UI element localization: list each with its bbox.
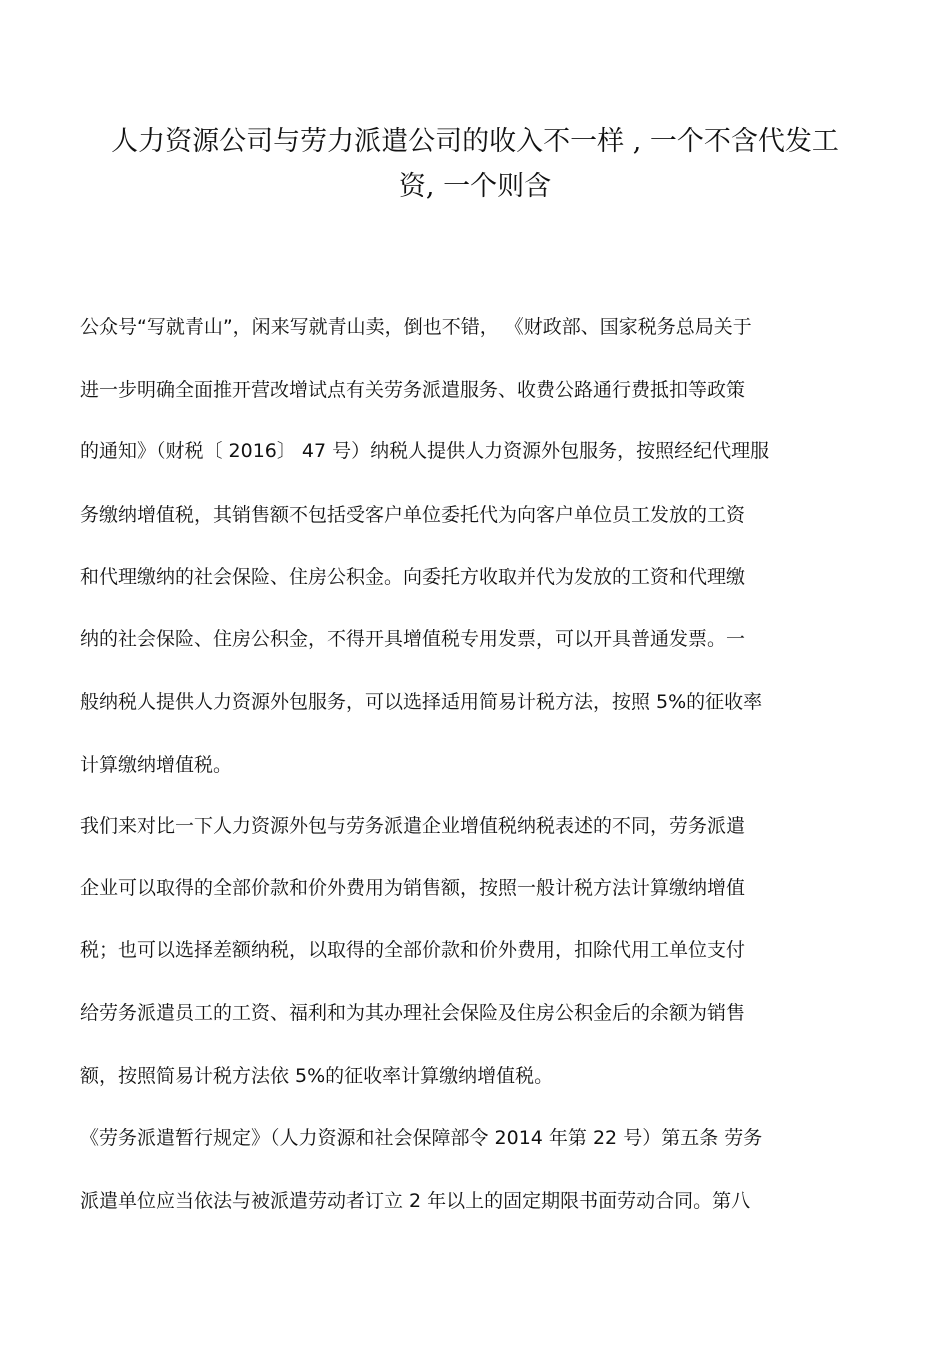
paragraph-line-13: 额，按照简易计税方法依 5%的征收率计算缴纳增值税。 (80, 1065, 554, 1087)
document-title-line-1: 人力资源公司与劳力派遣公司的收入不一样 , 一个不含代发工 (111, 126, 839, 157)
document-title-line-2: 资, 一个则含 (398, 171, 552, 202)
paragraph-line-9: 我们来对比一下人力资源外包与劳务派遣企业增值税纳税表述的不同，劳务派遣 (80, 815, 746, 837)
paragraph-line-2: 进一步明确全面推开营改增试点有关劳务派遣服务、收费公路通行费抵扣等政策 (80, 379, 746, 401)
paragraph-line-12: 给劳务派遣员工的工资、福利和为其办理社会保险及住房公积金后的余额为销售 (80, 1002, 746, 1024)
paragraph-line-11: 税；也可以选择差额纳税，以取得的全部价款和价外费用，扣除代用工单位支付 (80, 939, 746, 961)
paragraph-line-10: 企业可以取得的全部价款和价外费用为销售额，按照一般计税方法计算缴纳增值 (80, 877, 746, 899)
paragraph-line-7: 般纳税人提供人力资源外包服务，可以选择适用简易计税方法，按照 5%的征收率 (80, 691, 763, 713)
paragraph-line-4: 务缴纳增值税，其销售额不包括受客户单位委托代为向客户单位员工发放的工资 (80, 504, 746, 526)
paragraph-line-1: 公众号“写就青山”，闲来写就青山卖，倒也不错， 《财政部、国家税务总局关于 (80, 316, 752, 338)
paragraph-line-14: 《劳务派遣暂行规定》（人力资源和社会保障部令 2014 年第 22 号）第五条 劳务 (80, 1127, 763, 1149)
paragraph-line-15: 派遣单位应当依法与被派遣劳动者订立 2 年以上的固定期限书面劳动合同。第八 (80, 1190, 751, 1212)
paragraph-line-8: 计算缴纳增值税。 (80, 754, 233, 776)
paragraph-line-5: 和代理缴纳的社会保险、住房公积金。向委托方收取并代为发放的工资和代理缴 (80, 566, 746, 588)
paragraph-line-6: 纳的社会保险、住房公积金，不得开具增值税专用发票，可以开具普通发票。一 (80, 628, 746, 650)
paragraph-line-3: 的通知》（财税〔 2016〕 47 号）纳税人提供人力资源外包服务，按照经纪代理服 (80, 440, 770, 462)
